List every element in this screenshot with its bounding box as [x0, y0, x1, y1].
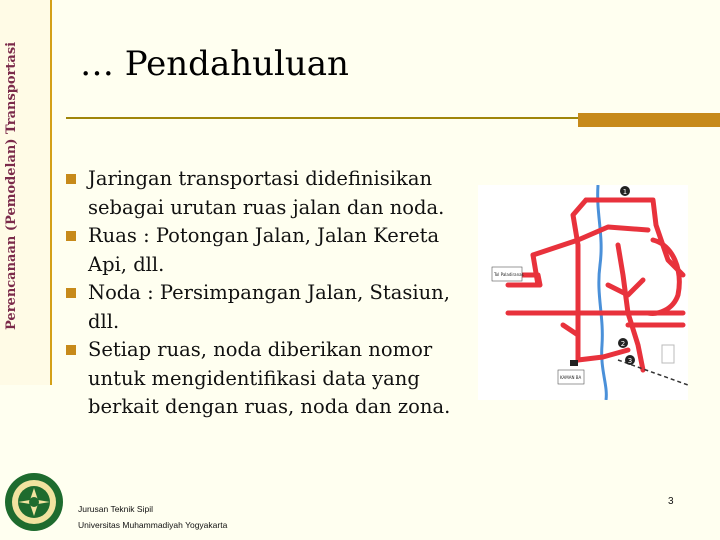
node-label-1: 1 — [622, 188, 628, 196]
node-label-3: 3 — [627, 357, 633, 365]
footer-department: Jurusan Teknik Sipil — [78, 504, 153, 514]
title-underline — [66, 117, 586, 119]
bullet-square-icon — [66, 345, 76, 355]
bullet-square-icon — [66, 231, 76, 241]
bullet-item — [64, 165, 464, 222]
bullet-square-icon — [66, 174, 76, 184]
bullet-text: Ruas : Potongan Jalan, Jalan Kereta Api, dll. — [88, 224, 440, 276]
bullet-item — [64, 222, 464, 279]
slide-title: … Pendahuluan — [80, 44, 349, 84]
title-accent-bar — [578, 113, 720, 127]
bullet-item — [64, 279, 464, 336]
bullet-text: Noda : Persimpangan Jalan, Stasiun, dll. — [88, 281, 450, 333]
map-box-label: KAMAN BA — [560, 375, 582, 380]
road-network-map — [478, 185, 688, 400]
bullet-list — [64, 165, 464, 422]
university-seal-icon — [4, 470, 64, 534]
bullet-text: Jaringan transportasi didefinisikan sebagai urutan ruas jalan dan noda. — [88, 167, 445, 219]
footer-university: Universitas Muhammadiyah Yogyakarta — [78, 520, 228, 530]
page-number: 3 — [668, 496, 674, 507]
node-label-2: 2 — [620, 340, 626, 348]
side-divider — [50, 0, 52, 385]
vertical-course-title: Perencanaan (Pemodelan) Transportasi — [4, 41, 19, 330]
map-box-label: Tol Paladiranas — [494, 272, 524, 277]
bullet-text: Setiap ruas, noda diberikan nomor untuk mengidentifikasi data yang berkait dengan ruas, noda dan zona. — [88, 338, 451, 418]
bullet-item — [64, 336, 464, 422]
bullet-square-icon — [66, 288, 76, 298]
